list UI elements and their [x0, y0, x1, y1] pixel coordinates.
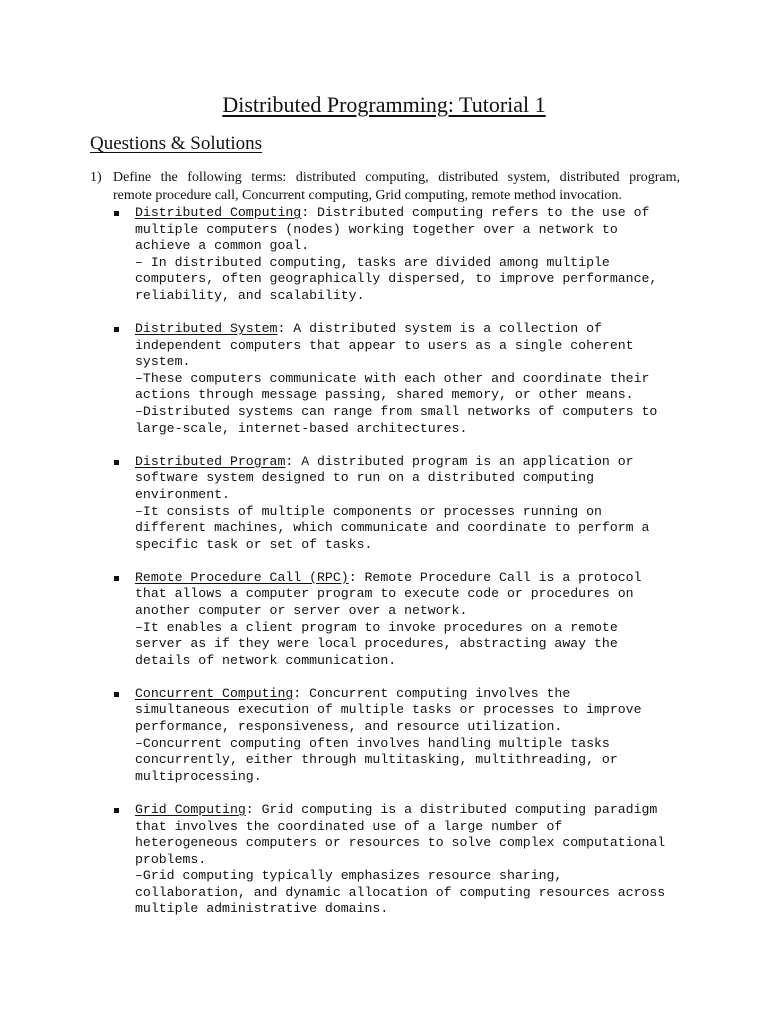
term-label: Grid Computing — [135, 801, 246, 817]
answer-line: achieve a common goal. — [135, 238, 310, 254]
page-title — [0, 90, 768, 120]
answer-line: environment. — [135, 486, 230, 502]
answer-line: details of network communication. — [135, 652, 397, 668]
answer-line: software system designed to run on a distributed computing — [135, 470, 594, 486]
answer-line: –It enables a client program to invoke procedures on a remote — [135, 619, 618, 635]
answer-line: actions through message passing, shared memory, or other means. — [135, 387, 634, 403]
answer-line: computers, often geographically dispersed, to improve performance, — [135, 271, 658, 287]
answer-line: : Concurrent computing involves the — [293, 685, 571, 701]
answer-line: system. — [135, 354, 191, 370]
answer-line: that involves the coordinated use of a large number of — [135, 818, 563, 834]
answer-line: problems. — [135, 851, 207, 867]
answer-line: collaboration, and dynamic allocation of computing resources across — [135, 884, 666, 900]
answer-line: multiprocessing. — [135, 768, 262, 784]
term-label: Concurrent Computing — [135, 685, 294, 701]
answer-line: – In distributed computing, tasks are divided among multiple — [135, 254, 610, 270]
answer-text — [135, 321, 694, 437]
square-bullet-icon — [114, 327, 119, 332]
answer-line: independent computers that appear to users as a single coherent — [135, 337, 634, 353]
answer-line: large-scale, internet-based architectures. — [135, 420, 468, 436]
answer-line: : A distributed system is a collection of — [277, 321, 602, 337]
question-1 — [90, 169, 680, 205]
answer-line: : Distributed computing refers to the use of — [301, 205, 650, 220]
square-bullet-icon — [114, 692, 119, 697]
answer-text — [135, 686, 694, 786]
answer-text — [135, 454, 694, 554]
answer-line: performance, responsiveness, and resource utilization. — [135, 719, 563, 735]
square-bullet-icon — [114, 576, 119, 581]
answer-text — [135, 802, 694, 918]
answer-item — [114, 454, 694, 554]
answer-text — [135, 570, 694, 670]
question-number: 1) — [90, 170, 102, 185]
answer-line: : A distributed program is an application or — [285, 453, 634, 469]
term-label: Distributed System — [135, 321, 278, 337]
answer-line: different machines, which communicate and coordinate to perform a — [135, 520, 650, 536]
square-bullet-icon — [114, 808, 119, 813]
answer-item — [114, 686, 694, 786]
answer-line: that allows a computer program to execute code or procedures on — [135, 586, 634, 602]
square-bullet-icon — [114, 460, 119, 465]
answer-line: specific task or set of tasks. — [135, 536, 373, 552]
answer-line: –Concurrent computing often involves handling multiple tasks — [135, 735, 610, 751]
page-title-text: Distributed Programming: Tutorial 1 — [222, 92, 546, 117]
answer-list — [114, 205, 694, 935]
answer-line: : Remote Procedure Call is a protocol — [348, 569, 642, 585]
answer-line: –It consists of multiple components or processes running on — [135, 503, 602, 519]
answer-text — [135, 205, 694, 305]
answer-line: multiple computers (nodes) working together over a network to — [135, 221, 618, 237]
answer-item — [114, 802, 694, 918]
term-label: Distributed Computing — [135, 205, 302, 220]
question-text-line-2: remote procedure call, Concurrent computing, Grid computing, remote method invocation. — [113, 188, 622, 203]
term-label: Distributed Program — [135, 453, 286, 469]
answer-line: simultaneous execution of multiple tasks or processes to improve — [135, 702, 642, 718]
square-bullet-icon — [114, 211, 119, 216]
section-heading: Questions & Solutions — [90, 133, 263, 154]
answer-line: reliability, and scalability. — [135, 287, 365, 303]
answer-line: another computer or server over a network. — [135, 602, 468, 618]
answer-line: –Grid computing typically emphasizes resource sharing, — [135, 868, 563, 884]
answer-item — [114, 321, 694, 437]
answer-line: multiple administrative domains. — [135, 901, 389, 917]
answer-line: server as if they were local procedures, abstracting away the — [135, 636, 618, 652]
question-text-line-1: Define the following terms: distributed computing, distributed system, distributed program, — [113, 170, 680, 185]
term-label: Remote Procedure Call (RPC) — [135, 569, 349, 585]
answer-item — [114, 570, 694, 670]
answer-line: –These computers communicate with each other and coordinate their — [135, 370, 650, 386]
answer-item — [114, 205, 694, 305]
answer-line: concurrently, either through multitasking, multithreading, or — [135, 752, 618, 768]
answer-line: : Grid computing is a distributed computing paradigm — [245, 801, 658, 817]
answer-line: heterogeneous computers or resources to solve complex computational — [135, 835, 666, 851]
answer-line: –Distributed systems can range from small networks of computers to — [135, 404, 658, 420]
